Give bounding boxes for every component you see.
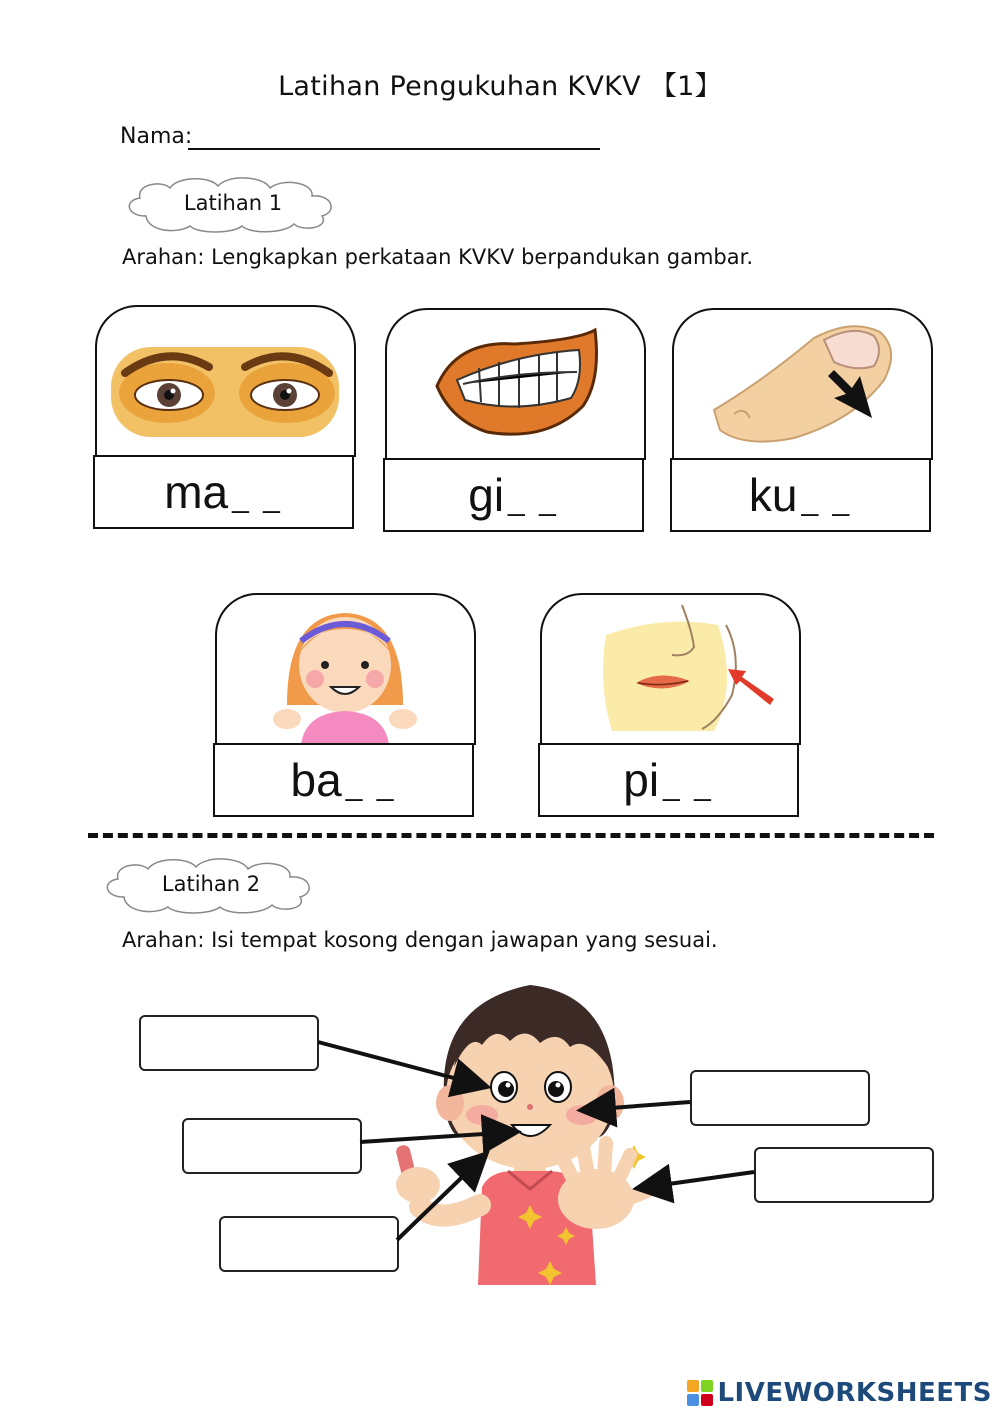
watermark-text: LIVEWORKSHEETS xyxy=(717,1378,992,1408)
arrow-cheek xyxy=(584,1102,690,1110)
arrow-eyes xyxy=(318,1042,484,1086)
arrow-shoulder xyxy=(397,1156,484,1240)
name-label: Nama: xyxy=(120,124,193,149)
word-blank[interactable]: _ _ xyxy=(345,769,397,802)
liveworksheets-logo-icon xyxy=(687,1380,713,1406)
word-prefix: pi xyxy=(623,754,660,806)
word-blank[interactable]: _ _ xyxy=(232,481,283,514)
arrow-fingernail xyxy=(640,1172,754,1188)
word-blank[interactable]: _ _ xyxy=(663,769,714,802)
word-prefix: ba xyxy=(290,754,342,806)
word-prefix: ma xyxy=(164,466,229,518)
arrow-teeth xyxy=(360,1132,514,1142)
section1-label: Latihan 1 xyxy=(183,191,283,215)
page-title: Latihan Pengukuhan KVKV 【1】 xyxy=(278,71,722,102)
word-prefix: gi xyxy=(468,469,505,521)
liveworksheets-watermark xyxy=(687,1378,992,1408)
word-blank[interactable]: _ _ xyxy=(508,484,559,517)
section2-label: Latihan 2 xyxy=(161,872,261,896)
word-prefix: ku xyxy=(748,469,798,521)
section1-instruction: Arahan: Lengkapkan perkataan KVKV berpandukan gambar. xyxy=(122,245,753,269)
word-blank[interactable]: _ _ xyxy=(801,484,853,517)
section2-instruction: Arahan: Isi tempat kosong dengan jawapan yang sesuai. xyxy=(122,928,718,952)
